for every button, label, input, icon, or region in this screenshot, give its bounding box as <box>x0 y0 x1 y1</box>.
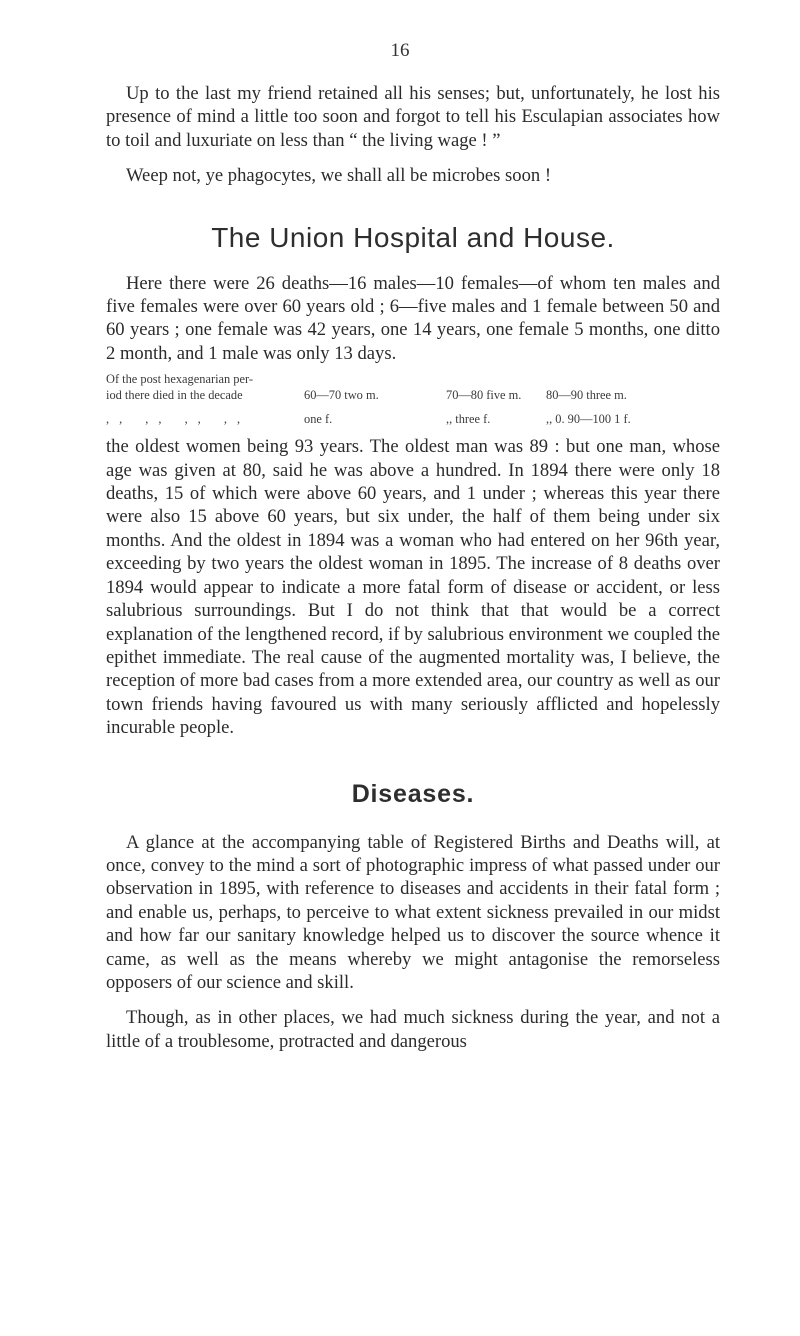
paragraph-weep-not: Weep not, ye phagocytes, we shall all be microbes soon ! <box>126 165 552 187</box>
table-cell: ,, three f. <box>446 412 491 427</box>
paragraph-though: Though, as in other places, we had much sickness during the year, and not a little of a troublesome, protracted and dangerous <box>106 1007 720 1052</box>
table-cell: ,, 0. 90—100 1 f. <box>546 412 631 427</box>
table-cell: 70—80 five m. <box>446 388 522 403</box>
table-row-ditto: ,, ,, ,, ,, <box>106 412 251 427</box>
paragraph-oldest: the oldest women being 93 years. The oldest man was 89 : but one man, whose age was given at 80, said he was above a hundred. In 1894 there were only 18 deaths, 15 of which were above 60 years, and 1 under ; whereas this year there were also 15 above 60 years, but six under, the half of them being under six months. And the oldest in 1894 was a woman who had entered on her 96th year, exceeding by two years the oldest woman in 1895. The increase of 8 deaths over 1894 would appear to indicate a more fatal form of disease or accident, or less salubrious surroundings. But I do not think that that would be a correct explanation of the lengthened record, if by salubrious environment we coupled the epithet immediate. The real cause of the augmented mortality was, I believe, the reception of more bad cases from a more extended area, our country as well as our town friends having favoured us with many seriously afflicted and hopelessly incurable people. <box>106 436 720 739</box>
paragraph-glance: A glance at the accompanying table of Registered Births and Deaths will, at once, convey to the mind a sort of photographic impress of what passed under our observation in 1895, with reference to diseases and accidents in their fatal form ; and enable us, perhaps, to perceive to what extent sickness prevailed in our midst and how far our sanitary knowledge helped us to discover the source whence it came, as well as the means whereby we might antagonise the remorseless opposers of our science and skill. <box>106 831 720 993</box>
table-cell: one f. <box>304 412 333 427</box>
page-number: 16 <box>390 40 410 61</box>
heading-diseases: Diseases. <box>351 779 475 808</box>
table-row <box>106 411 720 427</box>
age-decade-table <box>106 371 720 427</box>
table-cell: 80—90 three m. <box>546 388 627 403</box>
paragraph-deaths: Here there were 26 deaths—16 males—10 females—of whom ten males and five females were over 60 years old ; 6—five males and 1 female between 50 and 60 years ; one female was 42 years, one 14 years, one female 5 months, one ditto 2 month, and 1 male was only 13 days. <box>106 272 720 364</box>
paragraph-intro: Up to the last my friend retained all his senses; but, unfortunately, he lost his presence of mind a little too soon and forgot to tell his Esculapian associates how to toil and luxuriate on less than “ the living wage ! ” <box>106 83 720 151</box>
table-row <box>106 371 720 403</box>
page-content <box>106 82 720 1053</box>
table-row-label: Of the post hexagenarian per- iod there died in the decade <box>106 372 253 403</box>
heading-union-hospital: The Union Hospital and House. <box>211 221 615 253</box>
table-cell: 60—70 two m. <box>304 388 379 403</box>
